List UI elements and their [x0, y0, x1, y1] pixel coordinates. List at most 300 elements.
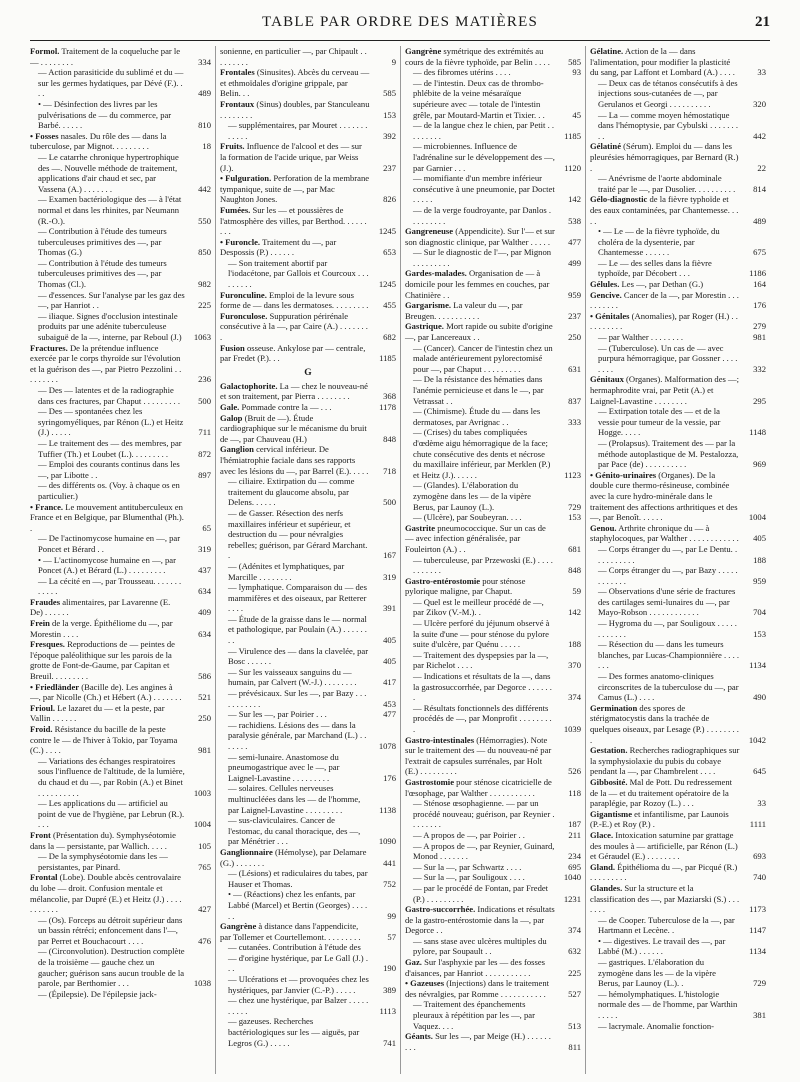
entry-page-number: 969	[753, 459, 766, 470]
entry-headword: Gigantisme	[590, 808, 633, 819]
index-column-1	[30, 46, 215, 1074]
entry-text: — Sur les vaisseaux sanguins du — humain, par Calvert (W.-J.) . . . . . . . .	[228, 666, 357, 688]
entry-page-number: 164	[753, 279, 766, 290]
entry-text: — prévésicaux. Sur les —, par Bazy . . . . . . . . . . .	[228, 688, 367, 709]
index-entry	[220, 688, 396, 709]
entry-headword: Gélatine.	[590, 46, 624, 56]
index-entry	[405, 120, 581, 141]
entry-text: Intoxication saturnine par grattage des moules à — artificielle, par Rénon (L.) et Géraudel (E.) . . . . . . . .	[590, 829, 738, 862]
index-entry	[590, 1021, 766, 1032]
entry-text: de la fièvre typhoïde et des eaux contaminées, par Chantemesse. . . . .	[590, 194, 739, 226]
index-entry	[590, 46, 766, 78]
entry-text: — La cécité en —, par Trousseau. . . . . . . . . . . .	[38, 575, 182, 597]
index-entry	[590, 703, 766, 745]
index-entry	[590, 332, 766, 343]
header-rule	[30, 40, 770, 41]
entry-text: • — L'actinomycose humaine en —, par Poncet (A.) et Bérard (L.) . . . . . . . . .	[38, 554, 176, 576]
entry-headword: Gland.	[590, 861, 616, 872]
entry-text: — (Chimisme). Étude du — dans les dermatoses, par Avrignac . .	[413, 406, 541, 427]
index-entry	[590, 406, 766, 438]
page-header	[30, 14, 770, 36]
entry-page-number: 442	[753, 130, 766, 141]
entry-text: — Observations d'une série de fractures des cartilages semi-lunaires du —, par Mayo-Robson . . . . . . . . . . . .	[598, 586, 736, 618]
index-entry	[405, 67, 581, 78]
entry-page-number: 752	[383, 878, 396, 889]
entry-page-number: 718	[383, 465, 396, 476]
index-entry	[220, 381, 396, 402]
entry-page-number: 1134	[749, 946, 766, 957]
entry-headword: Fumées.	[220, 204, 251, 215]
index-entry	[220, 343, 396, 364]
entry-page-number: 250	[198, 713, 211, 724]
entry-text: Emploi de la levure sous forme de — dans les dermatoses. . . . . . . . .	[220, 289, 369, 311]
index-entry	[590, 110, 766, 142]
index-entry	[590, 745, 766, 777]
entry-text: — cutanées. Contribution à l'étude des — d'origine hystérique, par Le Gall (J.) . . .	[228, 942, 368, 974]
entry-page-number: 389	[383, 984, 396, 995]
entry-text: — (Os). Forceps au détroit supérieur dans un bassin rétréci; enfoncement dans l'—, par Perret et Bouchacourt . . . .	[38, 914, 183, 946]
entry-page-number: 333	[568, 416, 581, 427]
entry-text: — (Tuberculose). Un cas de — avec purpura hémorragique, par Gossner . . . . . . . .	[598, 342, 738, 374]
entry-text: — (Lésions) et radiculaires du tabes, par Hauser et Thomas.	[228, 868, 368, 889]
entry-page-number: 695	[568, 861, 581, 872]
entry-page-number: 142	[568, 607, 581, 618]
entry-text: — par Walther . . . . . . . .	[598, 332, 684, 343]
entry-page-number: 236	[198, 374, 211, 385]
entry-page-number: 250	[568, 332, 581, 343]
entry-page-number: 1063	[193, 332, 211, 343]
entry-text: — Examen bactériologique des — à l'état normal et dans les rhinites, par Neumann (R.-O.).	[38, 194, 182, 226]
entry-headword: Furonculine.	[220, 289, 267, 300]
entry-page-number: 675	[753, 247, 766, 258]
index-entry	[590, 957, 766, 989]
entry-text: (Organes). Malformation des —; hermaphrodite vrai, par Petit (A.) et Laignel-Lavastine . . . . . . . .	[590, 374, 740, 406]
entry-page-number: 211	[568, 829, 581, 840]
index-entry	[220, 815, 396, 847]
index-entry	[590, 618, 766, 639]
entry-headword: Frontaux	[220, 98, 255, 109]
entry-text: — Sur le diagnostic de l'—, par Mignon . . . . . . . . .	[413, 247, 552, 268]
entry-page-number: 1042	[748, 734, 766, 745]
entry-headword: Galop	[220, 412, 243, 423]
entry-text: Sur les — et poussières de l'atmosphère des villes, par Berthod. . . . . . . . .	[220, 204, 367, 237]
entry-text: • — digestives. Le travail des —, par Labbé (M.) . . . . . .	[598, 935, 726, 957]
index-entry	[590, 777, 766, 809]
entry-text: cervical inférieur. De l'hémiatrophie faciale dans ses rapports avec les lésions du —, par Barrel (E.). . . . .	[220, 444, 369, 476]
entry-page-number: 455	[383, 300, 396, 311]
index-entry	[30, 385, 211, 406]
index-entry	[590, 343, 766, 375]
entry-page-number: 1004	[193, 819, 211, 830]
index-entry	[220, 752, 396, 784]
entry-text: — Ulcérations et — provoquées chez les hystériques, par Janvier (C.-P.) . . . . .	[228, 974, 369, 995]
entry-page-number: 499	[568, 257, 581, 268]
entry-text: Mort rapide ou subite d'origine —, par Lancereaux . .	[405, 321, 553, 343]
entry-text: Sur les —, par Meige (H.) . . . . . . . . .	[405, 1031, 551, 1052]
entry-page-number: 1245	[378, 226, 396, 237]
index-entry	[590, 862, 766, 883]
index-entry	[220, 476, 396, 508]
entry-page-number: 405	[383, 635, 396, 646]
entry-page-number: 1138	[379, 804, 396, 815]
entry-page-number: 1113	[379, 1005, 396, 1016]
entry-page-number: 959	[568, 289, 581, 300]
entry-headword: Gastro-entérostomie	[405, 575, 481, 586]
entry-text: Résistance du bacille de la peste contre le — de l'hiver à Tokio, par Toyama (C.) . . . .	[30, 724, 178, 756]
entry-page-number: 187	[568, 819, 581, 830]
entry-page-number: 319	[383, 571, 396, 582]
index-entry	[30, 946, 211, 988]
index-entry	[405, 671, 581, 703]
index-entry	[220, 46, 396, 67]
entry-page-number: 1173	[749, 904, 766, 915]
entry-page-number: 585	[383, 88, 396, 99]
index-entry	[590, 544, 766, 565]
entry-text: — Le — des selles dans la fièvre typhoïde, par Décobert . . .	[598, 257, 712, 279]
entry-page-number: 105	[198, 840, 211, 851]
entry-headword: • France.	[30, 501, 64, 512]
entry-page-number: 295	[753, 395, 766, 406]
entry-text: Arthrite chronique du — à staphylocoques, par Walther . . . . . . . . . . . .	[590, 522, 739, 544]
entry-page-number: 65	[202, 522, 211, 533]
entry-headword: Furonculose.	[220, 310, 268, 321]
entry-headword: • Fosses	[30, 130, 59, 141]
entry-text: Épithélioma du —, par Picqué (R.) . . . . . . . . .	[590, 861, 738, 883]
index-entry	[30, 576, 211, 597]
entry-text: pour sténose pylorique maligne, par Chaput.	[405, 575, 526, 597]
entry-text: (Lobe). Double abcès centrovalaire du lobe — droit. Confusion mentale et mélancolie, par Dupré (E.) et Heitz (J.) . . . . . . . . . . .	[30, 872, 182, 915]
entry-page-number: 826	[383, 194, 396, 205]
entry-page-number: 153	[568, 512, 581, 523]
entry-page-number: 1111	[749, 819, 766, 830]
entry-text: Action de la — dans l'alimentation, pour modifier la plasticité du sang, par Laffont et Lombard (A.) . . . .	[590, 46, 735, 78]
entry-page-number: 645	[753, 766, 766, 777]
index-entry	[405, 936, 581, 957]
entry-text: des spores de stérigmatocystis dans la trachée de quelques oiseaux, par Lesage (P.) . . . . . . . . .	[590, 702, 739, 745]
index-entry	[30, 438, 211, 459]
entry-page-number: 982	[198, 279, 211, 290]
entry-page-number: 153	[383, 109, 396, 120]
entry-text: — Traitement des dyspepsies par la —, par Richelot . . . .	[413, 649, 549, 671]
index-entry	[405, 343, 581, 375]
entry-headword: Fruits.	[220, 141, 245, 152]
entry-text: — Sténose œsophagienne. — par un procédé nouveau; guérison, par Reynier . . . . . . . .	[413, 798, 555, 830]
index-entry	[590, 141, 766, 173]
entry-text: — Résection du — dans les tumeurs blanches, par Lucas-Championnière . . . . . . .	[598, 639, 740, 671]
entry-page-number: 176	[753, 300, 766, 311]
entry-text: — (Prolapsus). Traitement des — par la méthode autoplastique de M. Pestalozza, par Pace (de) . . . . . . . . . .	[598, 437, 739, 470]
entry-page-number: 1120	[564, 162, 581, 173]
index-entry	[220, 847, 396, 868]
entry-headword: Formol.	[30, 46, 60, 56]
entry-page-number: 1186	[749, 268, 766, 279]
index-entry	[220, 868, 396, 889]
entry-text: (Hémorragies). Note sur le traitement des — du nouveau-né par l'extrait de capsules surrénales, par Holt (E.) . . . . . . . . .	[405, 734, 552, 777]
entry-text: — sans stase avec ulcères multiples du pylore, par Soupault . .	[413, 935, 547, 957]
entry-page-number: 477	[383, 709, 396, 720]
entry-page-number: 741	[383, 1037, 396, 1048]
index-entry	[220, 561, 396, 582]
entry-headword: • Furoncle.	[220, 236, 261, 247]
entry-headword: Gastro-succorrhée.	[405, 904, 476, 915]
entry-headword: • Génitales	[590, 310, 630, 321]
entry-text: nasales. Du rôle des — dans la tuberculose, par Mignot. . . . . . . . .	[30, 130, 167, 152]
entry-headword: • Génito-urinaires	[590, 469, 657, 480]
index-entry	[590, 989, 766, 1021]
index-entry	[590, 671, 766, 703]
entry-headword: Gaz.	[405, 957, 422, 968]
entry-page-number: 765	[198, 861, 211, 872]
index-entry	[405, 999, 581, 1031]
entry-page-number: 682	[383, 332, 396, 343]
entry-text: Traitement de la coqueluche par le — . . . . . . . .	[30, 46, 181, 67]
entry-text: (Hémolyse), par Delamare (G.) . . . . . . .	[220, 846, 367, 868]
entry-text: Traitement du —, par Despossis (P.) . . . . . .	[220, 236, 337, 258]
entry-headword: • Fulguration.	[220, 173, 272, 184]
entry-page-number: 850	[198, 247, 211, 258]
entry-text: — semi-lunaire. Anastomose du pneumogastrique avec le —, par Laignel-Lavastine . . . . . . . . .	[228, 751, 340, 783]
index-entry	[590, 565, 766, 586]
index-column-3	[400, 46, 585, 1074]
index-entry	[220, 205, 396, 237]
entry-text: — rachidiens. Lésions des — dans la paralysie générale, par Marchand (L.) . . . . . . .	[228, 719, 367, 751]
entry-page-number: 490	[753, 692, 766, 703]
entry-headword: Gale.	[220, 402, 240, 412]
entry-text: — sus-claviculaires. Cancer de l'estomac, du canal thoracique, des —, par Ménétrier . . .	[228, 815, 361, 847]
index-entry	[30, 724, 211, 756]
page-title: TABLE PAR ORDRE DES MATIÈRES	[261, 14, 539, 30]
entry-text: (Appendicite). Sur l'— et sur son diagnostic clinique, par Walther . . . . .	[405, 226, 555, 247]
index-entry	[405, 247, 581, 268]
entry-text: — chez une hystérique, par Balzer . . . . . . . . . .	[228, 995, 369, 1016]
entry-text: — A propos de —, par Reynier, Guinard, Monod . . . . . . .	[413, 840, 555, 862]
index-entry	[30, 555, 211, 576]
index-entry	[405, 523, 581, 555]
entry-page-number: 681	[568, 543, 581, 554]
entry-page-number: 872	[198, 448, 211, 459]
entry-page-number: 334	[198, 56, 211, 67]
index-entry	[590, 809, 766, 830]
entry-page-number: 634	[198, 628, 211, 639]
entry-page-number: 1147	[749, 925, 766, 936]
index-entry	[405, 618, 581, 650]
index-entry	[405, 735, 581, 777]
index-entry	[590, 883, 766, 915]
index-entry	[30, 756, 211, 798]
index-entry	[220, 311, 396, 343]
entry-headword: Frioul.	[30, 702, 56, 713]
entry-text: Sur l'asphyxie par les — des fosses d'aisances, par Hanriot . . . . . . . . . . .	[405, 957, 545, 978]
entry-page-number: 332	[753, 363, 766, 374]
entry-text: Le lazaret du — et la peste, par Vallin . . . . . .	[30, 702, 165, 724]
entry-text: — Contribution à l'étude des tumeurs tuberculeuses primitives des —, par Thomas (Cl.).	[38, 257, 167, 290]
entry-page-number: 405	[383, 656, 396, 667]
index-entry	[30, 597, 211, 618]
entry-headword: Fresques.	[30, 639, 65, 650]
entry-headword: Front	[30, 829, 51, 840]
entry-text: — momifiante d'un membre inférieur consécutive à une pneumonie, par Doctet . . . . .	[413, 173, 555, 205]
entry-page-number: 1185	[564, 130, 581, 141]
index-entry	[405, 512, 581, 523]
entry-text: (Bruit de —). Étude cardiographique sur le mécanisme du bruit de —, par Chauveau (H.)	[220, 412, 367, 444]
entry-text: Influence de l'alcool et des — sur la formation de l'acide urique, par Weiss (J.).	[220, 141, 362, 173]
entry-text: — (Épilepsie). De l'épilepsie jack-	[38, 988, 157, 999]
entry-text: — Contribution à l'étude des tumeurs tuberculeuses primitives des —, par Thomas (G.)	[38, 226, 167, 258]
index-columns	[30, 46, 770, 1074]
index-column-2	[215, 46, 400, 1074]
entry-page-number: 740	[753, 872, 766, 883]
entry-page-number: 427	[198, 904, 211, 915]
entry-page-number: 374	[568, 692, 581, 703]
entry-text: — Virulence des — dans la clavelée, par Bosc . . . . . .	[228, 645, 369, 667]
index-entry	[220, 67, 396, 99]
entry-text: — Sur la —, par Schwartz . . . .	[413, 861, 522, 872]
entry-text: — supplémentaires, par Mouret . . . . . . . . . . . .	[228, 120, 368, 141]
entry-text: — (Crises) du tabes compliquées d'œdème aigu hémorragique de la face; chute consécutive des dents et nécrose du maxillaire inférieur, par Merklen (P.) et Heitz (J.). . . . . .	[413, 427, 551, 480]
entry-text: — Indications et résultats de la —, dans la gastrosuccorrhée, par Degorce . . . . . . .	[413, 671, 552, 703]
entry-headword: Génitaux	[590, 374, 624, 385]
entry-page-number: 142	[568, 194, 581, 205]
entry-text: — Son traitement abortif par l'iodacétone, par Gallois et Courcoux . . . . . . . . .	[228, 257, 369, 290]
entry-page-number: 392	[383, 130, 396, 141]
index-entry	[590, 915, 766, 936]
entry-text: Organisation de — à domicile pour les femmes en couches, par Chatinière . .	[405, 268, 550, 300]
entry-page-number: 279	[753, 321, 766, 332]
entry-text: — De la symphyséotomie dans les — persistantes, par Pinard.	[38, 851, 168, 872]
entry-headword: Genou.	[590, 522, 617, 533]
index-entry	[220, 921, 396, 942]
entry-headword: Gastrite	[405, 522, 436, 533]
entry-headword: Gélules.	[590, 279, 620, 290]
index-entry	[220, 582, 396, 614]
index-entry	[405, 703, 581, 735]
entry-page-number: 1134	[749, 660, 766, 671]
entry-page-number: 453	[383, 698, 396, 709]
entry-text: — de la verge foudroyante, par Danlos . . . . . . . . .	[413, 204, 552, 226]
entry-text: — gazeuses. Recherches bactériologiques sur les — aiguës, par Legros (G.) . . . . .	[228, 1016, 360, 1048]
entry-headword: Germination	[590, 702, 638, 713]
index-entry	[405, 141, 581, 173]
index-entry	[590, 173, 766, 194]
index-entry	[220, 413, 396, 445]
index-entry	[30, 131, 211, 152]
index-entry	[30, 682, 211, 703]
entry-page-number: 118	[568, 787, 581, 798]
entry-page-number: 634	[198, 586, 211, 597]
entry-text: (Bacille de). Les angines à —, par Nicolle (Ch.) et Hébert (A.) . . . . . . .	[30, 681, 182, 703]
entry-page-number: 1185	[379, 353, 396, 364]
entry-page-number: 381	[753, 1010, 766, 1021]
entry-text: — La — comme moyen hémostatique dans l'hémoptysie, par Cybulski . . . . . . . . .	[598, 109, 738, 141]
index-entry	[590, 438, 766, 470]
index-entry	[30, 480, 211, 501]
index-entry	[220, 614, 396, 646]
index-column-4	[585, 46, 770, 1074]
entry-page-number: 167	[383, 550, 396, 561]
index-entry	[405, 300, 581, 321]
entry-page-number: 225	[568, 967, 581, 978]
index-entry	[30, 194, 211, 226]
index-entry	[590, 78, 766, 110]
entry-page-number: 1090	[378, 836, 396, 847]
entry-text: — des fibromes utérins . . . .	[413, 67, 511, 78]
entry-page-number: 18	[202, 141, 211, 152]
entry-headword: Gangrène	[220, 921, 257, 932]
index-entry	[590, 936, 766, 957]
entry-page-number: 153	[753, 628, 766, 639]
entry-page-number: 1178	[379, 402, 396, 412]
entry-headword: Glandes.	[590, 882, 623, 893]
entry-text: osseuse. Ankylose par — centrale, par Fredet (P.). . .	[220, 342, 366, 364]
entry-page-number: 437	[198, 565, 211, 576]
entry-page-number: 585	[568, 56, 581, 67]
entry-text: — Ulcère perforé du jéjunum observé à la suite d'une — pour sténose du pylore suite d'ulcère, par Quénu . . . . .	[413, 618, 550, 650]
entry-text: — Anévrisme de l'aorte abdominale traité par le —, par Dusolier. . . . . . . . . .	[598, 173, 736, 194]
index-entry	[30, 99, 211, 131]
entry-headword: Géants.	[405, 1031, 433, 1042]
entry-page-number: 320	[753, 98, 766, 109]
index-entry	[405, 374, 581, 406]
index-entry	[220, 173, 396, 205]
entry-text: — de l'intestin. Deux cas de thrombo-phlébite de la veine mésaraïque supérieure avec — totale de l'intestin grêle, par Moutard-Martin et Tixier. . .	[413, 77, 545, 120]
entry-page-number: 811	[568, 1041, 581, 1052]
entry-page-number: 368	[383, 391, 396, 402]
entry-page-number: 897	[198, 469, 211, 480]
index-entry	[405, 872, 581, 883]
index-entry	[30, 830, 211, 851]
entry-text: — Des — spontanées chez les syringomyéliques, par Rénon (L.) et Heitz (J.) . . . . .	[38, 406, 184, 438]
index-entry	[590, 639, 766, 671]
entry-page-number: 93	[572, 67, 581, 78]
entry-text: alimentaires, par Lavarenne (E. De) . . . . . .	[30, 596, 171, 618]
entry-headword: Frontales	[220, 67, 255, 78]
entry-page-number: 22	[757, 162, 766, 173]
entry-text: à distance dans l'appendicite, par Tollemer et Courtellemont. . . . . . . . .	[220, 921, 361, 942]
index-entry	[405, 555, 581, 576]
index-entry	[405, 904, 581, 936]
index-entry	[405, 597, 581, 618]
index-entry	[220, 444, 396, 476]
index-entry	[30, 311, 211, 343]
page-number: 21	[755, 14, 770, 30]
entry-page-number: 476	[198, 935, 211, 946]
entry-page-number: 33	[757, 798, 766, 809]
entry-page-number: 848	[568, 565, 581, 576]
index-entry	[30, 290, 211, 311]
index-entry	[590, 374, 766, 406]
entry-page-number: 1078	[378, 741, 396, 751]
entry-text: — (Circonvolution). Destruction complète de la troisième — gauche chez un gaucher; guérison sans aucun trouble de la parole, par Berthomier . . .	[38, 946, 185, 989]
entry-page-number: 1148	[749, 427, 766, 438]
entry-page-number: 374	[568, 925, 581, 936]
entry-text: — hémolymphatiques. L'histologie normale des — de l'homme, par Warthin . . . . .	[598, 988, 738, 1021]
entry-text: Cancer de la —, par Morestin . . . . . . . . . .	[590, 289, 739, 311]
entry-headword: Gangrène	[405, 46, 442, 56]
entry-text: — tuberculeuse, par Przewoski (E.) . . . . . . . . . . .	[413, 554, 553, 576]
index-entry	[30, 406, 211, 438]
index-entry	[220, 667, 396, 688]
index-entry	[590, 586, 766, 618]
entry-page-number: 59	[572, 586, 581, 597]
index-entry	[220, 290, 396, 311]
index-entry	[590, 311, 766, 332]
entry-text: (Organes). De la double cure thermo-résineuse, combinée avec la cure hydro-minérale dans le traitement des affections arthritiques et des —, par Benoît. . . . . .	[590, 469, 738, 523]
entry-headword: Frein	[30, 618, 50, 629]
entry-page-number: 513	[568, 1020, 581, 1031]
entry-page-number: 959	[753, 575, 766, 586]
entry-page-number: 9	[391, 56, 396, 67]
entry-text: — d'essences. Sur l'analyse par les gaz des —, par Hanriot . .	[38, 289, 185, 311]
